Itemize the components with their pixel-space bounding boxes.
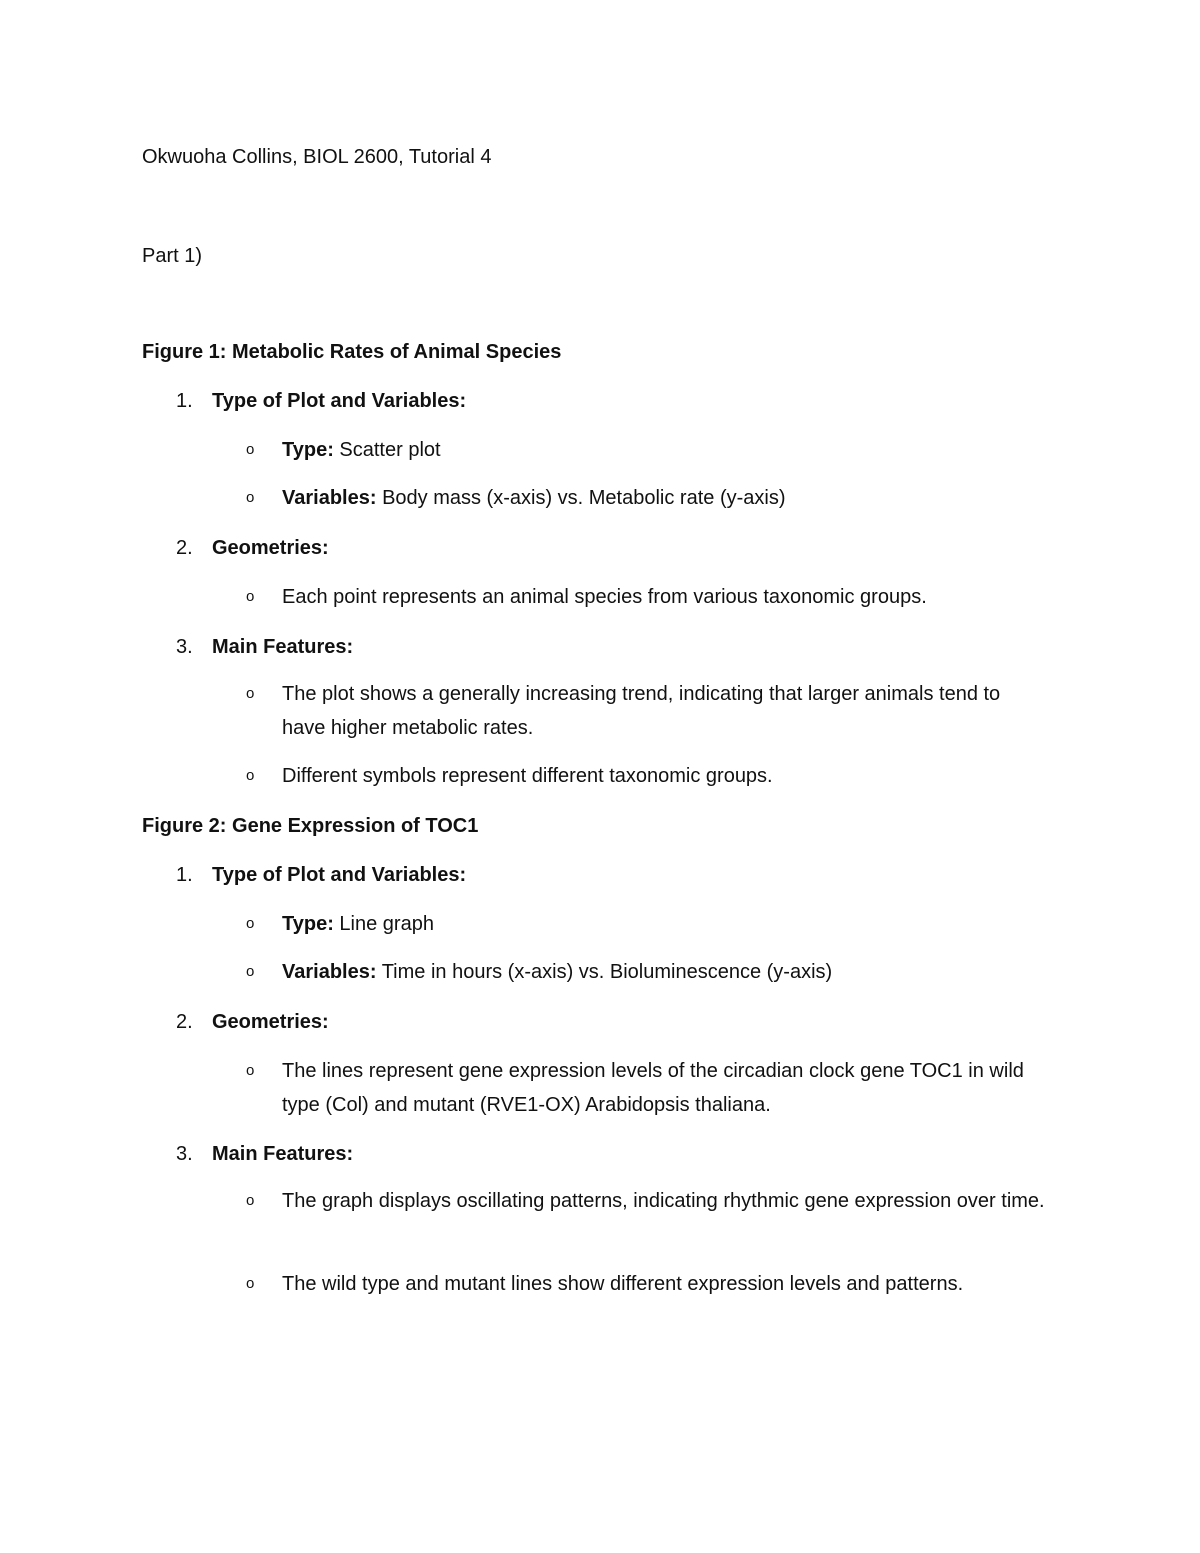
- bullet-text: The lines represent gene expression levels of the circadian clock gene TOC1 in wild type (Col) and mutant (RVE1-OX) Arabidopsis thaliana.: [282, 1060, 1024, 1116]
- item-label: Main Features:: [212, 1143, 354, 1165]
- item-label: Type of Plot and Variables:: [212, 864, 467, 886]
- figure2-item-3: [176, 1140, 353, 1168]
- figure2-item-3-bullet-2: [246, 1267, 1046, 1301]
- bullet-text: The graph displays oscillating patterns, indicating rhythmic gene expression over time.: [282, 1190, 1045, 1212]
- figure2-item-2-bullet-1: [246, 1054, 1046, 1122]
- figure1-item-3-bullet-1: [246, 677, 1046, 745]
- bullet-bold: Variables:: [282, 487, 377, 509]
- bullet-icon: o: [246, 1062, 255, 1079]
- bullet-text: Different symbols represent different taxonomic groups.: [282, 765, 773, 787]
- bullet-icon: o: [246, 1192, 255, 1209]
- bullet-text: Body mass (x-axis) vs. Metabolic rate (y-axis): [376, 487, 786, 509]
- bullet-text: Each point represents an animal species from various taxonomic groups.: [282, 586, 927, 608]
- figure1-item-2-bullet-1: [246, 580, 1046, 614]
- bullet-text: Time in hours (x-axis) vs. Bioluminescence (y-axis): [376, 961, 833, 983]
- bullet-bold: Type:: [282, 439, 334, 461]
- bullet-text: Line graph: [333, 913, 434, 935]
- figure2-item-1-bullet-2: [246, 955, 1046, 989]
- item-label: Main Features:: [212, 636, 354, 658]
- bullet-icon: o: [246, 767, 255, 784]
- figure1-item-1: [176, 387, 466, 415]
- item-label: Geometries:: [212, 1011, 329, 1033]
- bullet-icon: o: [246, 963, 255, 980]
- figure1-item-2: [176, 534, 329, 562]
- item-number: 3.: [176, 1143, 193, 1165]
- figure2-item-3-bullet-1: [246, 1184, 1046, 1218]
- figure2-item-1: [176, 861, 466, 889]
- bullet-bold: Type:: [282, 913, 334, 935]
- item-number: 3.: [176, 636, 193, 658]
- bullet-icon: o: [246, 1275, 255, 1292]
- bullet-icon: o: [246, 489, 255, 506]
- figure1-item-1-bullet-1: [246, 433, 1046, 467]
- figure2-heading: Figure 2: Gene Expression of TOC1: [142, 815, 479, 837]
- bullet-text: The wild type and mutant lines show different expression levels and patterns.: [282, 1273, 964, 1295]
- bullet-text: Scatter plot: [333, 439, 441, 461]
- bullet-icon: o: [246, 915, 255, 932]
- bullet-icon: o: [246, 588, 255, 605]
- bullet-text: The plot shows a generally increasing trend, indicating that larger animals tend to have higher metabolic rates.: [282, 683, 1001, 739]
- bullet-icon: o: [246, 441, 255, 458]
- item-number: 1.: [176, 864, 193, 886]
- figure1-item-1-bullet-2: [246, 481, 1046, 515]
- bullet-icon: o: [246, 685, 255, 702]
- item-label: Geometries:: [212, 537, 329, 559]
- figure2-item-2: [176, 1008, 329, 1036]
- figure1-item-3-bullet-2: [246, 759, 1046, 793]
- item-number: 1.: [176, 390, 193, 412]
- bullet-bold: Variables:: [282, 961, 377, 983]
- document-header: Okwuoha Collins, BIOL 2600, Tutorial 4: [142, 146, 492, 168]
- item-label: Type of Plot and Variables:: [212, 390, 467, 412]
- item-number: 2.: [176, 537, 193, 559]
- item-number: 2.: [176, 1011, 193, 1033]
- figure1-item-3: [176, 633, 353, 661]
- figure1-heading: Figure 1: Metabolic Rates of Animal Species: [142, 341, 562, 363]
- figure2-item-1-bullet-1: [246, 907, 1046, 941]
- part-label: Part 1): [142, 245, 203, 267]
